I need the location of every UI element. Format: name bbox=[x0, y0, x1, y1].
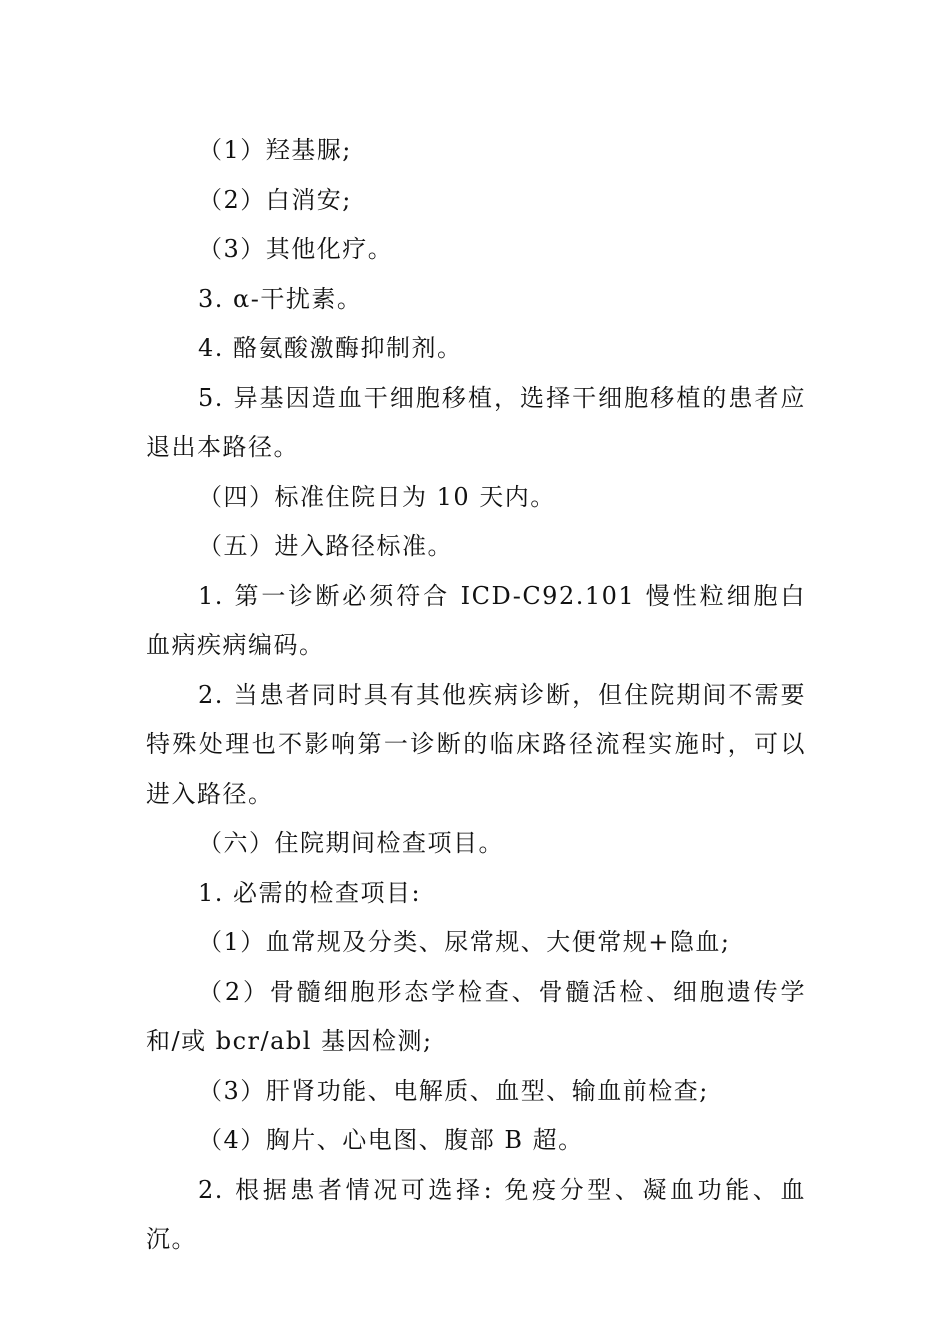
list-item-optional-exams: 2. 根据患者情况可选择: 免疫分型、凝血功能、血沉。 bbox=[146, 1175, 806, 1253]
list-item-transplant: 5. 异基因造血干细胞移植，选择干细胞移植的患者应退出本路径。 bbox=[146, 383, 806, 461]
list-item-liver-kidney: （3）肝肾功能、电解质、血型、输血前检查; bbox=[198, 1076, 709, 1105]
section-heading-hospital-stay: （四）标准住院日为 10 天内。 bbox=[198, 482, 556, 511]
list-item-required-exams: 1. 必需的检查项目: bbox=[198, 878, 422, 907]
section-heading-entry-criteria: （五）进入路径标准。 bbox=[198, 532, 453, 560]
list-item-imaging: （4）胸片、心电图、腹部 B 超。 bbox=[198, 1126, 584, 1154]
list-item-comorbidity: 2. 当患者同时具有其他疾病诊断，但住院期间不需要特殊处理也不影响第一诊断的临床路径流程实施时，可以进入路径。 bbox=[146, 680, 806, 808]
list-item-first-diagnosis: 1. 第一诊断必须符合 ICD-C92.101 慢性粒细胞白血病疾病编码。 bbox=[146, 581, 806, 659]
list-item-hydroxyurea: （1）羟基脲; bbox=[198, 136, 352, 164]
list-item-other-chemo: （3）其他化疗。 bbox=[198, 235, 394, 263]
list-item-blood-routine: （1）血常规及分类、尿常规、大便常规+隐血; bbox=[198, 928, 731, 956]
list-item-interferon: 3. α-干扰素。 bbox=[198, 284, 363, 313]
list-item-tki: 4. 酪氨酸激酶抑制剂。 bbox=[198, 334, 463, 362]
list-item-busulfan: （2）白消安; bbox=[198, 185, 352, 214]
section-heading-exam-items: （六）住院期间检查项目。 bbox=[198, 829, 504, 857]
list-item-bone-marrow: （2）骨髓细胞形态学检查、骨髓活检、细胞遗传学和/或 bcr/abl 基因检测; bbox=[146, 977, 806, 1055]
document-body bbox=[146, 126, 806, 1265]
